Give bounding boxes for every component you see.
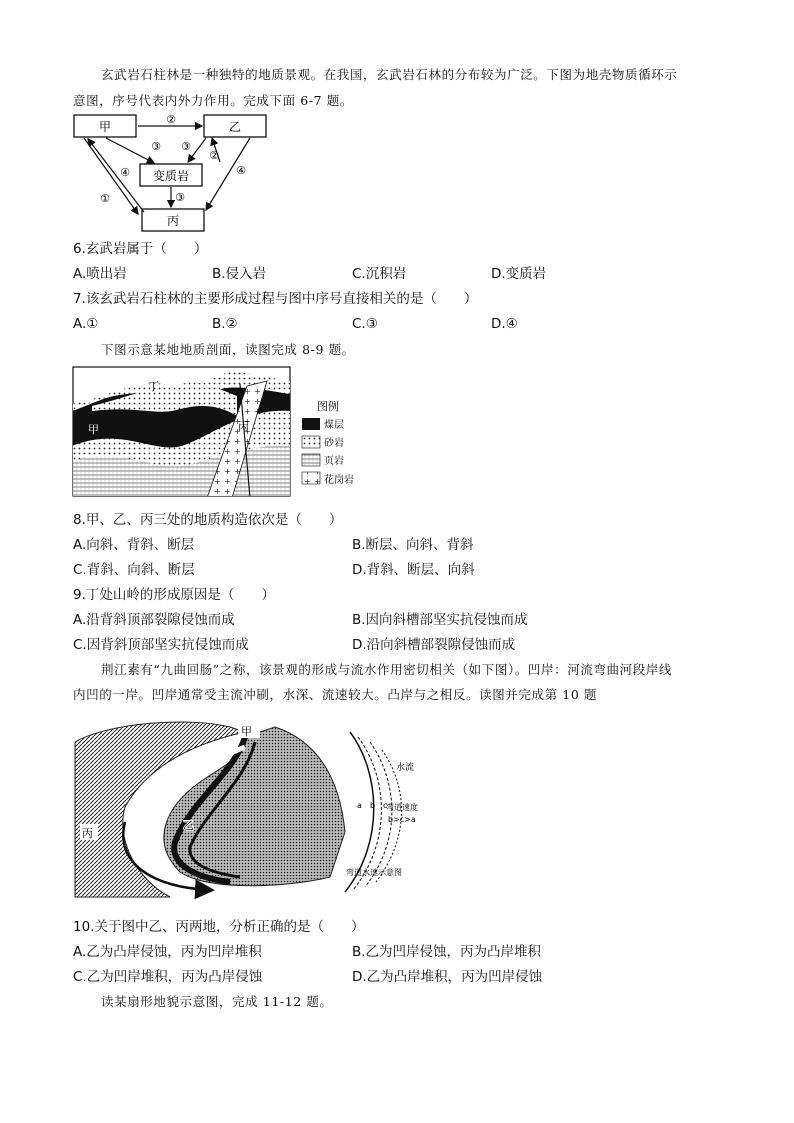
svg-text:③: ③ xyxy=(175,191,185,204)
intro-text-3b: 内凹的一岸。凹岸通常受主流冲刷，水深、流速较大。凸岸与之相反。读图并完成第 10 题 xyxy=(73,687,598,702)
q10-option-a[interactable]: A.乙为凸岸侵蚀，丙为凹岸堆积 xyxy=(73,944,262,960)
q8-option-a[interactable]: A.向斜、背斜、断层 xyxy=(73,537,195,553)
q7-option-b[interactable]: B.② xyxy=(212,316,238,332)
q8-option-b[interactable]: B.断层、向斜、背斜 xyxy=(352,537,474,553)
q6-option-b[interactable]: B.侵入岩 xyxy=(212,266,267,282)
intro-text-1b: 意图，序号代表内外力作用。完成下面 6-7 题。 xyxy=(73,93,353,108)
intro-text-4: 读某扇形地貌示意图，完成 11-12 题。 xyxy=(101,994,333,1009)
intro-text-3: 荆江素有“九曲回肠”之称，该景观的形成与流水作用密切相关（如下图）。凹岸：河流弯曲河段岸线 xyxy=(101,662,673,677)
legend-title: 图例 xyxy=(317,400,339,413)
river-label-yi: 乙 xyxy=(183,819,194,832)
label-bing: 丙 xyxy=(166,214,180,228)
q9-option-d[interactable]: D.沿向斜槽部裂隙侵蚀而成 xyxy=(352,637,516,653)
svg-text:a: a xyxy=(357,801,362,810)
q10-option-b[interactable]: B.乙为凹岸侵蚀，丙为凸岸堆积 xyxy=(352,944,542,960)
svg-text:③: ③ xyxy=(181,140,191,153)
label-jia: 甲 xyxy=(98,120,112,134)
label-yi: 乙 xyxy=(148,446,159,459)
speed-label: 弯道速度 xyxy=(386,803,418,812)
q6-option-a[interactable]: A.喷出岩 xyxy=(73,266,127,282)
q10-option-c[interactable]: C.乙为凹岸堆积，丙为凸岸侵蚀 xyxy=(73,969,263,985)
q8-option-c[interactable]: C.背斜、向斜、断层 xyxy=(73,562,195,578)
svg-text:④: ④ xyxy=(120,166,130,179)
svg-text:煤层: 煤层 xyxy=(324,420,344,431)
svg-text:④: ④ xyxy=(236,164,246,177)
q6-option-d[interactable]: D.变质岩 xyxy=(491,266,547,282)
river-bend-diagram xyxy=(70,712,430,907)
q8-option-d[interactable]: D.背斜、断层、向斜 xyxy=(352,562,475,578)
q6-option-c[interactable]: C.沉积岩 xyxy=(352,266,407,282)
q9-stem: 9.丁处山岭的形成原因是（ ） xyxy=(73,587,275,603)
q7-option-a[interactable]: A.① xyxy=(73,316,99,332)
geological-section-diagram xyxy=(72,366,372,498)
svg-text:②: ② xyxy=(209,149,219,162)
intro-text-2: 下图示意某地地质剖面，读图完成 8-9 题。 xyxy=(101,342,355,357)
svg-text:①: ① xyxy=(100,192,110,205)
q6-stem: 6.玄武岩属于（ ） xyxy=(73,241,208,257)
svg-text:b: b xyxy=(370,801,376,810)
inset-caption: 弯道水速示意图 xyxy=(346,868,402,877)
flow-label: 水流 xyxy=(396,763,415,773)
q9-option-b[interactable]: B.因向斜槽部坚实抗侵蚀而成 xyxy=(352,612,528,628)
q7-option-d[interactable]: D.④ xyxy=(491,316,518,332)
q7-option-c[interactable]: C.③ xyxy=(352,316,378,332)
speed-order: b>c>a xyxy=(388,815,416,824)
q7-stem: 7.该玄武岩石柱林的主要形成过程与图中序号直接相关的是（ ） xyxy=(73,291,478,307)
label-metamorphic: 变质岩 xyxy=(152,169,190,183)
svg-text:页岩: 页岩 xyxy=(324,456,344,467)
intro-text-1: 玄武岩石柱林是一种独特的地质景观。在我国，玄武岩石林的分布较为广泛。下图为地壳物质循环示 xyxy=(101,67,678,82)
rock-cycle-diagram xyxy=(70,110,280,235)
label-yi: 乙 xyxy=(228,120,242,134)
svg-text:c: c xyxy=(383,801,388,810)
q9-option-c[interactable]: C.因背斜顶部坚实抗侵蚀而成 xyxy=(73,637,249,653)
svg-text:砂岩: 砂岩 xyxy=(324,438,344,449)
svg-text:②: ② xyxy=(166,113,176,126)
label-bing: 丙 xyxy=(238,420,249,433)
q10-stem: 10.关于图中乙、丙两地，分析正确的是（ ） xyxy=(73,919,365,935)
svg-text:花岗岩: 花岗岩 xyxy=(324,475,354,486)
q8-stem: 8.甲、乙、丙三处的地质构造依次是（ ） xyxy=(73,512,343,528)
q10-option-d[interactable]: D.乙为凸岸堆积，丙为凹岸侵蚀 xyxy=(352,969,543,985)
label-ding: 丁 xyxy=(148,380,159,393)
river-label-jia: 甲 xyxy=(241,725,252,738)
river-label-bing: 丙 xyxy=(82,827,93,840)
svg-text:③: ③ xyxy=(151,140,161,153)
q9-option-a[interactable]: A.沿背斜顶部裂隙侵蚀而成 xyxy=(73,612,235,628)
label-jia: 甲 xyxy=(88,423,99,436)
